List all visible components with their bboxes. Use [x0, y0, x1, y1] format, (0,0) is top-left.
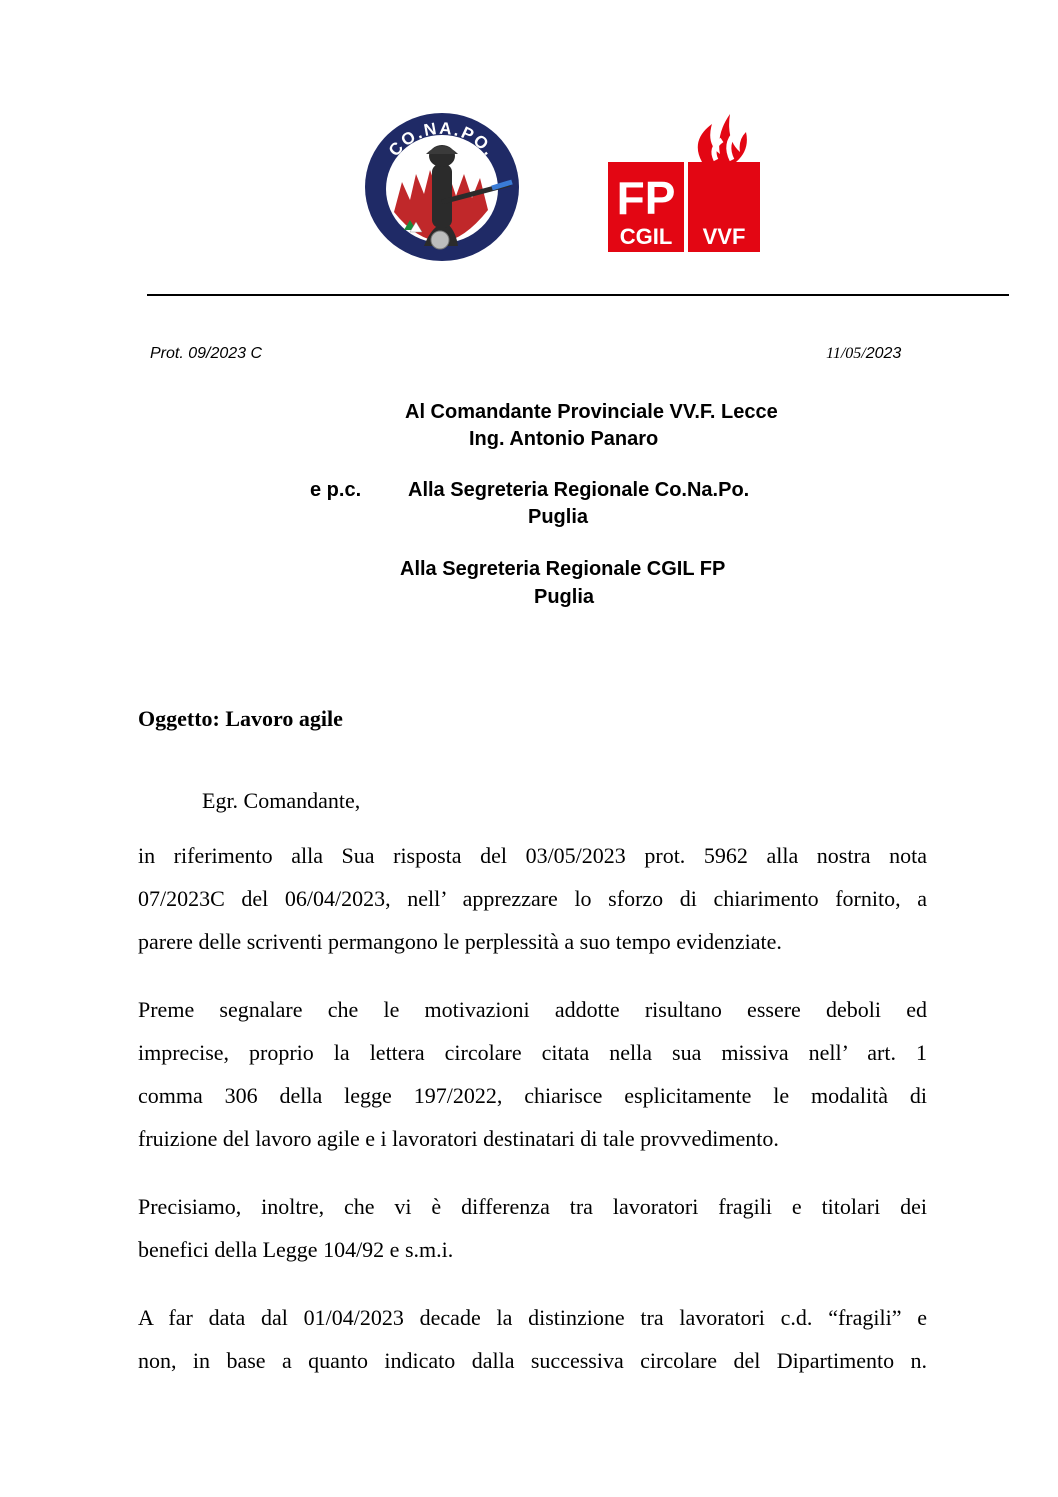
recipient-line-1: Al Comandante Provinciale VV.F. Lecce	[405, 401, 778, 423]
header-divider	[147, 294, 1009, 296]
fp-cgil-vvf-logo	[604, 110, 764, 256]
letter-date	[826, 345, 901, 363]
paragraph-line: A far data dal 01/04/2023 decade la distinzione tra lavoratori c.d. “fragili” e	[138, 1305, 927, 1330]
salutation: Egr. Comandante,	[202, 788, 361, 813]
recipient-line-4: Puglia	[528, 506, 589, 528]
paragraph-line: in riferimento alla Sua risposta del 03/05/2023 prot. 5962 alla nostra nota	[138, 843, 927, 868]
letter-subject: Oggetto: Lavoro agile	[138, 706, 343, 731]
paragraph-line: parere delle scriventi permangono le perplessità a suo tempo evidenziate.	[138, 929, 782, 954]
paragraph-2	[138, 988, 927, 1160]
vvf-text: VVF	[702, 224, 746, 249]
conapo-logo	[364, 112, 520, 262]
recipient-line-2: Ing. Antonio Panaro	[469, 428, 659, 450]
recipient-line-3: Alla Segreteria Regionale Co.Na.Po.	[408, 479, 750, 501]
paragraph-line: Precisiamo, inoltre, che vi è differenza tra lavoratori fragili e titolari dei	[138, 1194, 927, 1219]
paragraph-line: non, in base a quanto indicato dalla successiva circolare del Dipartimento n.	[138, 1348, 927, 1373]
letter-date-year: 2023	[865, 345, 902, 362]
paragraph-line: benefici della Legge 104/92 e s.m.i.	[138, 1237, 454, 1262]
epc-label: e p.c.	[310, 479, 362, 501]
protocol-number: Prot. 09/2023 C	[150, 345, 263, 362]
paragraph-line: fruizione del lavoro agile e i lavoratori destinatari di tale provvedimento.	[138, 1126, 779, 1151]
recipient-line-6: Puglia	[534, 586, 595, 608]
paragraph-3	[138, 1185, 927, 1271]
paragraph-line: 07/2023C del 06/04/2023, nell’ apprezzare lo sforzo di chiarimento fornito, a	[138, 886, 927, 911]
paragraph-4	[138, 1296, 927, 1382]
fp-text: FP	[616, 172, 676, 224]
conapo-logo-text: CO.NA.PO.	[384, 118, 500, 161]
paragraph-line: Preme segnalare che le motivazioni addotte risultano essere deboli ed	[138, 997, 927, 1022]
letter-date-day-month: 11/05/	[826, 345, 866, 362]
cgil-text: CGIL	[619, 224, 673, 249]
recipient-line-5: Alla Segreteria Regionale CGIL FP	[400, 558, 726, 580]
paragraph-line: imprecise, proprio la lettera circolare citata nella sua missiva nell’ art. 1	[138, 1040, 927, 1065]
paragraph-1	[138, 834, 927, 963]
paragraph-line: comma 306 della legge 197/2022, chiarisce esplicitamente le modalità di	[138, 1083, 927, 1108]
